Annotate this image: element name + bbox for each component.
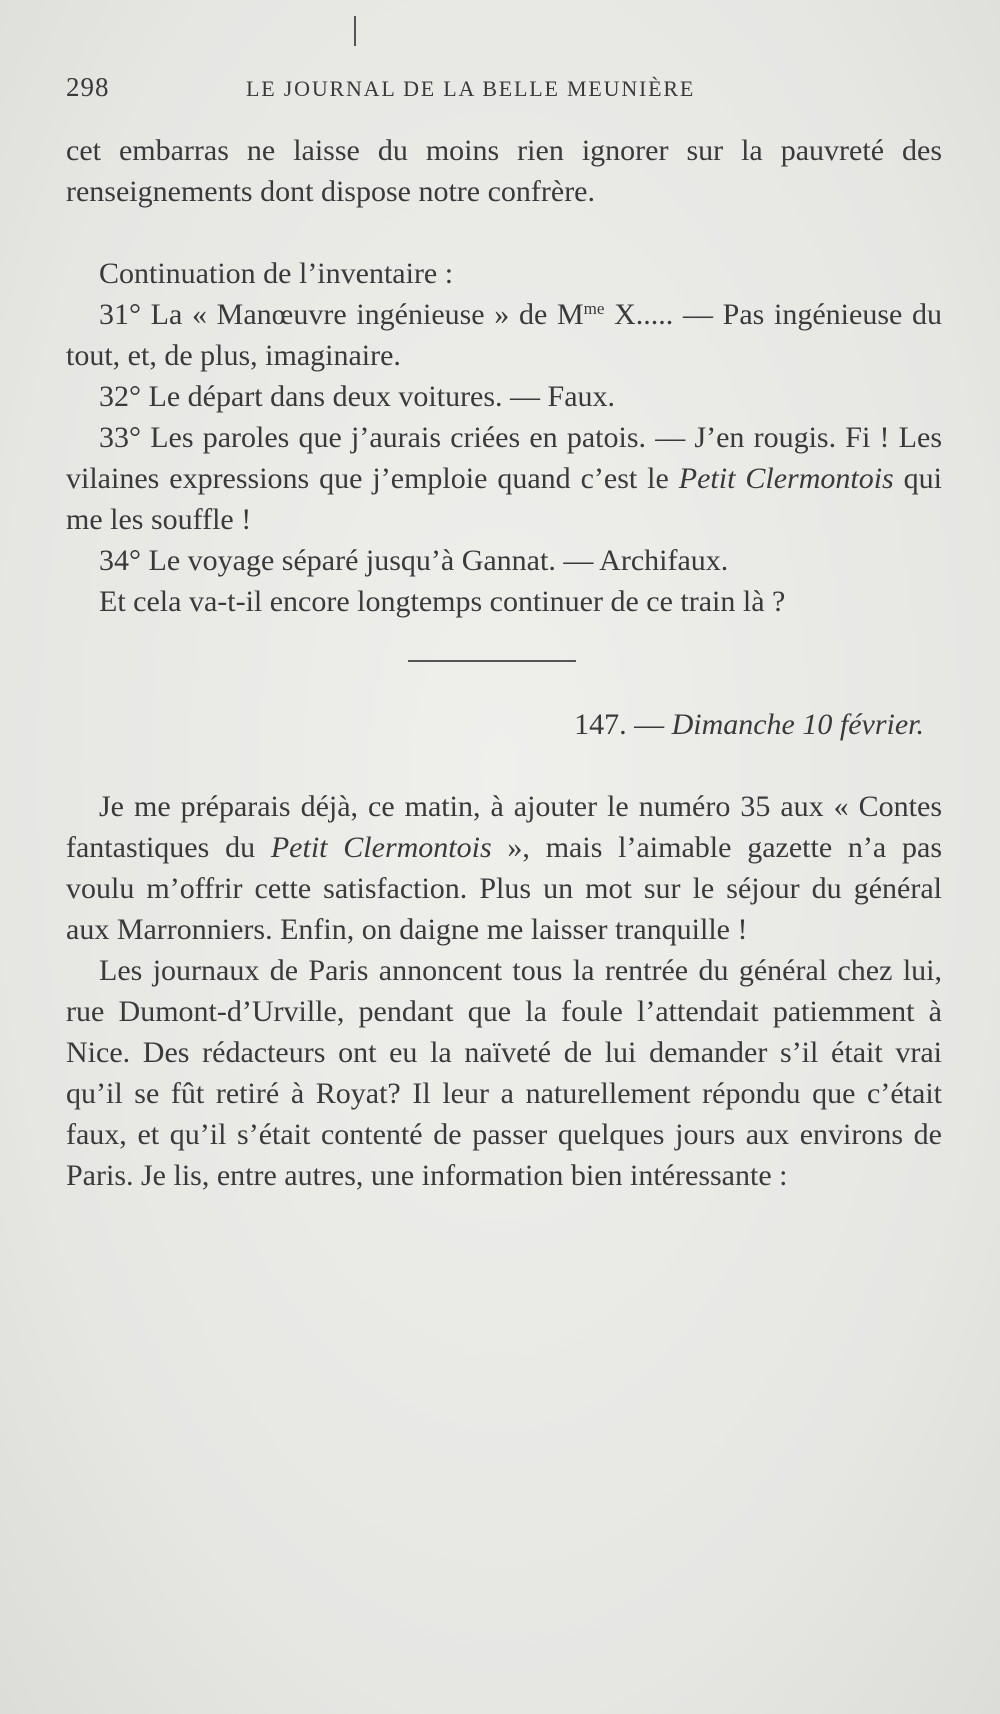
item-33-text-start: 33° Les paroles que j’aurais criées en patois. — J’en rougis. Fi ! Les vilaines expressions que j’emploie quand c’est le	[66, 421, 942, 495]
item-33-text-end: qui me les souffle !	[66, 462, 942, 536]
paragraph-continuation: cet embarras ne laisse du moins rien ignorer sur la pauvreté des renseignements dont dispose notre confrère.	[66, 134, 942, 208]
item-31-text-end: X..... — Pas ingénieuse du tout, et, de plus, imaginaire.	[66, 298, 942, 372]
page-number: 298	[66, 72, 110, 102]
divider-rule	[408, 660, 576, 662]
inventory-item-32: 32° Le départ dans deux voitures. — Faux.	[99, 380, 616, 413]
item-31-superscript: me	[583, 299, 605, 318]
page-header	[66, 72, 942, 102]
entry-paragraph-1	[66, 786, 942, 950]
running-title: LE JOURNAL DE LA BELLE MEUNIÈRE	[246, 76, 696, 101]
entry-p1-text-start: Je me préparais déjà, ce matin, à ajouter le numéro 35 aux « Contes fantastiques du	[66, 790, 942, 864]
entry-p1-text-end: », mais l’aimable gazette n’a pas voulu m’offrir cette satisfaction. Plus un mot sur le séjour du général aux Marronniers. Enfin, on daigne me laisser tranquille !	[66, 831, 942, 946]
inventory-item-34: 34° Le voyage séparé jusqu’à Gannat. — Archifaux.	[99, 544, 729, 577]
inventory-intro: Continuation de l’inventaire :	[99, 257, 454, 290]
item-33-newspaper-title: Petit Clermontois	[678, 462, 894, 495]
inventory-item-33	[66, 417, 942, 540]
page-body	[66, 130, 942, 1196]
entry-date: Dimanche 10 février.	[671, 708, 924, 741]
inventory-item-31	[66, 294, 942, 376]
entry-p1-newspaper-title: Petit Clermontois	[270, 831, 492, 864]
entry-paragraph-2: Les journaux de Paris annoncent tous la rentrée du général chez lui, rue Dumont-d’Urville, pendant que la foule l’attendait patiemment à Nice. Des rédacteurs ont eu la naïveté de lui demander s’il était vrai qu’il se fût retiré à Royat? Il leur a naturellement répondu que c’était faux, et qu’il s’était contenté de passer quelques jours aux environs de Paris. Je lis, entre autres, une information bien intéressante :	[66, 954, 942, 1192]
item-31-number: 31°	[99, 298, 141, 331]
inventory-closing: Et cela va-t-il encore longtemps continuer de ce train là ?	[99, 585, 786, 618]
entry-heading	[66, 704, 942, 745]
margin-mark	[354, 16, 356, 46]
entry-number: 147. —	[574, 708, 672, 741]
item-31-text-start: La « Manœuvre ingénieuse » de M	[141, 298, 584, 331]
section-divider	[66, 622, 942, 704]
